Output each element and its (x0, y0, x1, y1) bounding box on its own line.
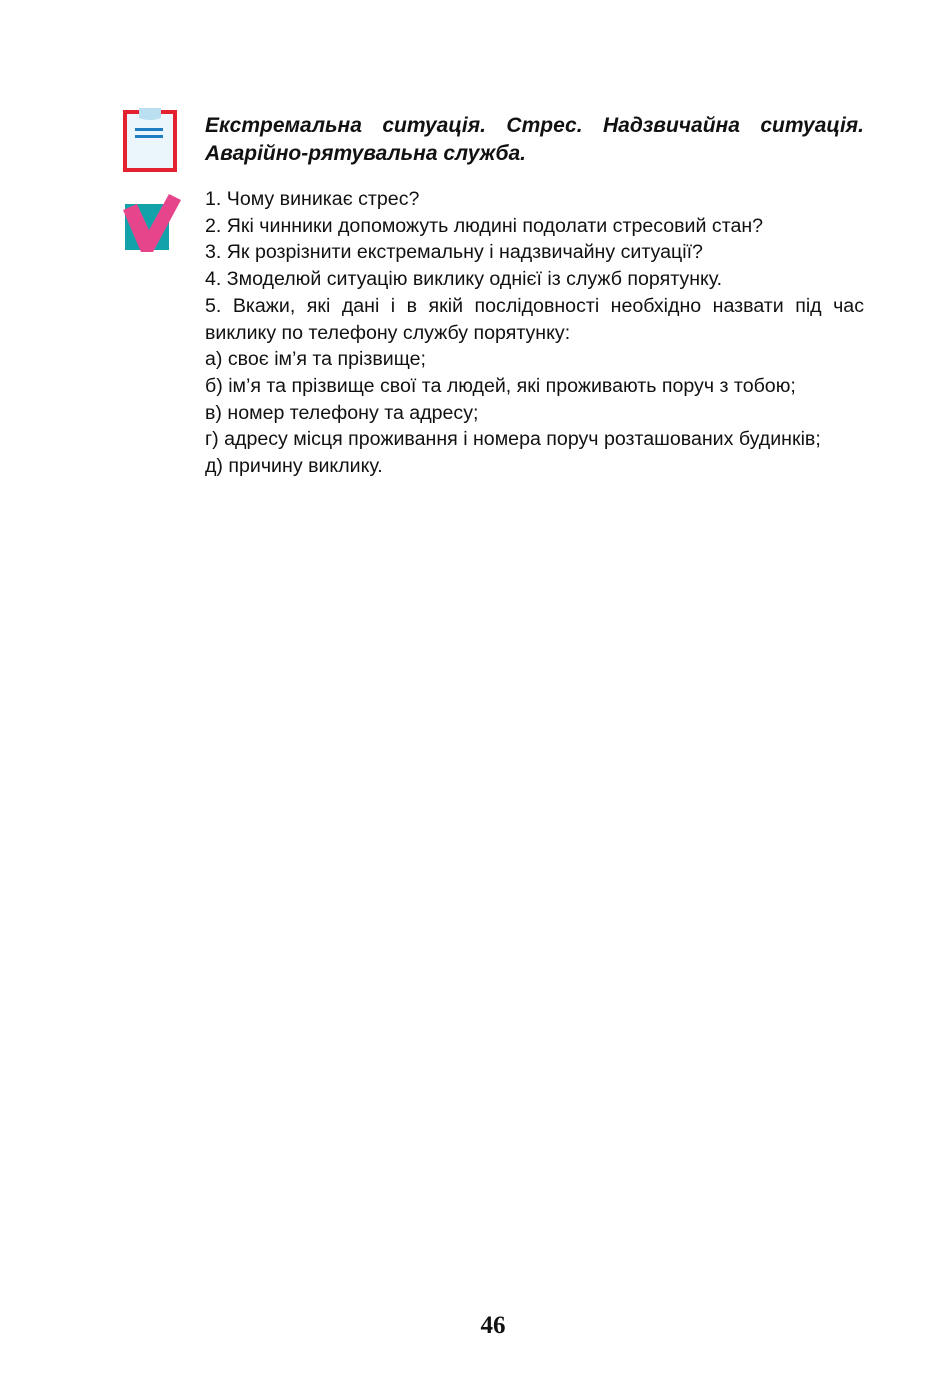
answer-option: д) причину виклику. (205, 455, 383, 478)
checkmark-icon (123, 192, 181, 254)
page-number: 46 (480, 1312, 506, 1339)
keywords-text: Екстремальна ситуація. Стрес. Надзвичайна ситуація. Аварійно-рятувальна служба. (205, 114, 864, 165)
question-item: 1. Чому виникає стрес? (205, 188, 420, 210)
answer-option: г) адресу місця проживання і номера поруч розташованих будинків; (205, 428, 821, 451)
answer-option: а) своє ім’я та прізвище; (205, 348, 426, 371)
question-item: 5. Вкажи, які дані і в якій послідовності необхідно назвати під час виклику по телефону службу порятунку: (205, 294, 864, 344)
clipboard-icon (123, 106, 177, 172)
answer-option: б) ім’я та прізвище свої та людей, які проживають поруч з тобою; (205, 374, 796, 397)
answer-option: в) номер телефону та адресу; (205, 401, 479, 424)
question-item: 3. Як розрізнити екстремальну і надзвичайну ситуації? (205, 241, 703, 264)
question-item: 4. Змоделюй ситуацію виклику однієї із служб порятунку. (205, 268, 723, 291)
question-item: 2. Які чинники допоможуть людині подолати стресовий стан? (205, 214, 764, 237)
questions-list (205, 186, 864, 480)
